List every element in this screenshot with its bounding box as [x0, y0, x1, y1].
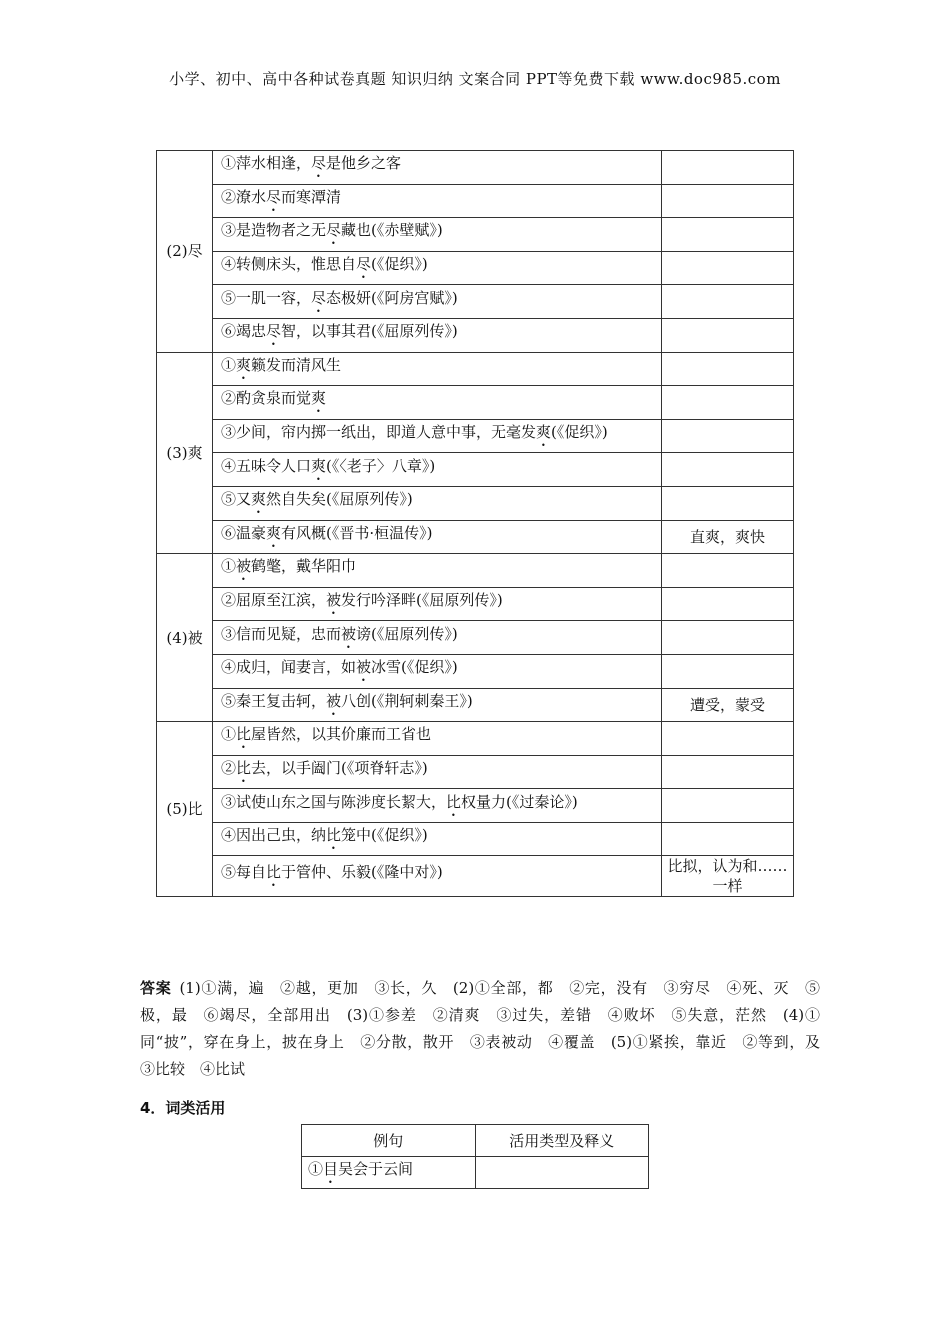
example-sentence-cell: [213, 722, 662, 756]
table-row: [157, 151, 794, 185]
sentence-text: 去，以手阖门(《项脊轩志》): [251, 758, 428, 777]
example-cell: ①目吴会于云间: [302, 1157, 476, 1189]
meaning-cell: [662, 654, 794, 688]
meaning-cell: [662, 184, 794, 218]
sentence-text: 态极妍(《阿房宫赋》): [326, 288, 458, 307]
table-row: [157, 386, 794, 420]
meaning-cell: [662, 218, 794, 252]
sentence-text: ⑤每自: [221, 863, 267, 882]
meaning-cell: [662, 419, 794, 453]
headword-cell: (5)比: [157, 722, 213, 897]
key-character: 尽: [311, 154, 327, 173]
answer-block: [140, 975, 836, 1083]
example-sentence-cell: [213, 285, 662, 319]
sentence-text: ④成归，闻妻言，如: [221, 658, 357, 677]
meaning-cell: [662, 251, 794, 285]
example-sentence-cell: [213, 486, 662, 520]
key-character: 被: [356, 658, 372, 677]
header-example: 例句: [302, 1125, 476, 1157]
word-meaning-table: [156, 150, 794, 897]
sentence-text: ③少间，帘内掷一纸出，即道人意中事，无毫发: [221, 423, 537, 442]
table-row: [157, 789, 794, 823]
sentence-text: (《〈老子〉八章》): [326, 456, 436, 475]
table-row: [157, 722, 794, 756]
meaning-cell: [662, 318, 794, 352]
sentence-text: 八创(《荆轲刺秦王》): [341, 691, 473, 710]
table-header-row: [302, 1125, 649, 1157]
sentence-text: (《促织》): [371, 255, 428, 274]
example-sentence-cell: [213, 386, 662, 420]
key-character: 比: [446, 792, 462, 811]
example-sentence-cell: [213, 688, 662, 722]
sentence-text: ①萍水相逢，: [221, 154, 312, 173]
key-character: 爽: [266, 523, 282, 542]
table-row: [157, 251, 794, 285]
example-sentence-cell: [213, 184, 662, 218]
meaning-cell: [662, 352, 794, 386]
table-row: [302, 1157, 649, 1189]
table-row: [157, 621, 794, 655]
table-row: [157, 218, 794, 252]
sentence-text: 冰雪(《促织》): [371, 658, 458, 677]
meaning-cell: [662, 722, 794, 756]
table-row: [157, 587, 794, 621]
sentence-text: ④五味令人口: [221, 456, 312, 475]
meaning-cell: [662, 285, 794, 319]
headword-cell: (3)爽: [157, 352, 213, 554]
example-sentence-cell: [213, 318, 662, 352]
key-character: 尽: [266, 187, 282, 206]
sentence-text: 籁发而清风生: [251, 355, 342, 374]
table-row: [157, 688, 794, 722]
sentence-text: ③信而见疑，忠而: [221, 624, 342, 643]
key-character: 爽: [311, 389, 327, 408]
key-character: 尽: [266, 322, 282, 341]
key-character: 被: [326, 691, 342, 710]
answer-text: (1)①满，遍 ②越，更加 ③长，久 (2)①全部，都 ②完，没有 ③穷尽 ④死、灭 ⑤极，最 ⑥竭尽，全部用出 (3)①参差 ②清爽 ③过失，差错 ④败坏 ⑤失意，茫然 (4)①同“披”，穿在身上，披在身上 ②分散，散开 ③表被动 ④覆盖 (5)①紧挨，靠近 ②等到，及 ③比较 ④比试: [140, 979, 836, 1078]
table-row: [157, 554, 794, 588]
key-character: 被: [341, 624, 357, 643]
sentence-text: 然自失矣(《屈原列传》): [266, 490, 413, 509]
meaning-cell: [662, 453, 794, 487]
word-usage-table: [301, 1124, 649, 1189]
sentence-text: ②潦水: [221, 187, 267, 206]
sentence-text: ①: [221, 355, 237, 374]
meaning-cell: 遭受，蒙受: [662, 688, 794, 722]
example-sentence-cell: [213, 218, 662, 252]
table-row: [157, 453, 794, 487]
sentence-text: 是他乡之客: [326, 154, 402, 173]
sentence-text: 笼中(《促织》): [341, 826, 428, 845]
meaning-cell: [662, 755, 794, 789]
sentence-text: ⑥竭忠: [221, 322, 267, 341]
key-character: 目: [323, 1160, 339, 1178]
table-row: [157, 856, 794, 897]
sentence-text: (《促织》): [551, 423, 608, 442]
sentence-text: 鹤氅，戴华阳巾: [251, 557, 357, 576]
sentence-text: ①: [221, 725, 237, 744]
example-sentence-cell: [213, 755, 662, 789]
example-sentence-cell: [213, 453, 662, 487]
example-sentence-cell: [213, 151, 662, 185]
meaning-cell: [662, 386, 794, 420]
key-character: 比: [236, 725, 252, 744]
meaning-cell: [662, 554, 794, 588]
table-row: [157, 486, 794, 520]
key-character: 被: [236, 557, 252, 576]
example-sentence-cell: [213, 520, 662, 554]
key-character: 爽: [536, 423, 552, 442]
meaning-cell: [662, 587, 794, 621]
example-sentence-cell: [213, 822, 662, 856]
key-character: 比: [266, 863, 282, 882]
example-sentence-cell: [213, 654, 662, 688]
key-character: 比: [236, 758, 252, 777]
table-row: [157, 318, 794, 352]
table-row: [157, 654, 794, 688]
sentence-text: 智，以事其君(《屈原列传》): [281, 322, 458, 341]
key-character: 爽: [311, 456, 327, 475]
key-character: 尽: [311, 288, 327, 307]
page-header: 小学、初中、高中各种试卷真题 知识归纳 文案合同 PPT等免费下载 www.doc985.com: [169, 70, 781, 88]
sentence-text: ②酌贪泉而觉: [221, 389, 312, 408]
table-row: [157, 755, 794, 789]
meaning-cell: 比拟，认为和……一样: [662, 856, 794, 897]
table-row: [157, 822, 794, 856]
sentence-text: ②: [221, 758, 237, 777]
key-character: 比: [326, 826, 342, 845]
table-row: [157, 419, 794, 453]
meaning-cell: [662, 621, 794, 655]
sentence-text: ③试使山东之国与陈涉度长絜大，: [221, 792, 447, 811]
sentence-text: ④因出己虫，纳: [221, 826, 327, 845]
example-sentence-cell: [213, 419, 662, 453]
sentence-text: ①: [221, 557, 237, 576]
example-sentence-cell: [213, 789, 662, 823]
meaning-cell: 直爽，爽快: [662, 520, 794, 554]
sentence-text: ③是造物者之无: [221, 221, 327, 240]
meaning-cell: [662, 151, 794, 185]
sentence-text: 藏也(《赤壁赋》): [341, 221, 443, 240]
table-row: [157, 285, 794, 319]
sentence-text: 屋皆然，以其价廉而工省也: [251, 725, 432, 744]
sentence-text: ④转侧床头，惟思自: [221, 255, 357, 274]
key-character: 爽: [236, 355, 252, 374]
key-character: 尽: [326, 221, 342, 240]
sentence-text: ⑤秦王复击轲，: [221, 691, 327, 710]
meaning-cell: [662, 822, 794, 856]
sentence-text: ⑤一肌一容，: [221, 288, 312, 307]
example-sentence-cell: [213, 251, 662, 285]
table-row: [157, 520, 794, 554]
sentence-text: 发行吟泽畔(《屈原列传》): [341, 591, 503, 610]
headword-cell: (2)尽: [157, 151, 213, 353]
section-title: 4．词类活用: [140, 1099, 226, 1117]
meaning-cell: [662, 486, 794, 520]
headword-cell: (4)被: [157, 554, 213, 722]
key-character: 尽: [356, 255, 372, 274]
example-sentence-cell: [213, 587, 662, 621]
example-sentence-cell: [213, 554, 662, 588]
header-usage: 活用类型及释义: [475, 1125, 648, 1157]
sentence-text: 于管仲、乐毅(《隆中对》): [281, 863, 443, 882]
example-sentence-cell: [213, 352, 662, 386]
example-sentence-cell: [213, 856, 662, 897]
answer-label: 答案: [140, 979, 172, 997]
example-sentence-cell: [213, 621, 662, 655]
sentence-text: ②屈原至江滨，: [221, 591, 327, 610]
key-character: 被: [326, 591, 342, 610]
key-character: 爽: [251, 490, 267, 509]
table-row: [157, 184, 794, 218]
answer-cell: [475, 1157, 648, 1189]
table-row: [157, 352, 794, 386]
meaning-cell: [662, 789, 794, 823]
sentence-text: ⑤又: [221, 490, 252, 509]
sentence-text: 谤(《屈原列传》): [356, 624, 458, 643]
sentence-text: 权量力(《过秦论》): [461, 792, 578, 811]
sentence-text: 而寒潭清: [281, 187, 342, 206]
sentence-text: ⑥温豪: [221, 523, 267, 542]
sentence-text: 有风概(《晋书·桓温传》): [281, 523, 433, 542]
